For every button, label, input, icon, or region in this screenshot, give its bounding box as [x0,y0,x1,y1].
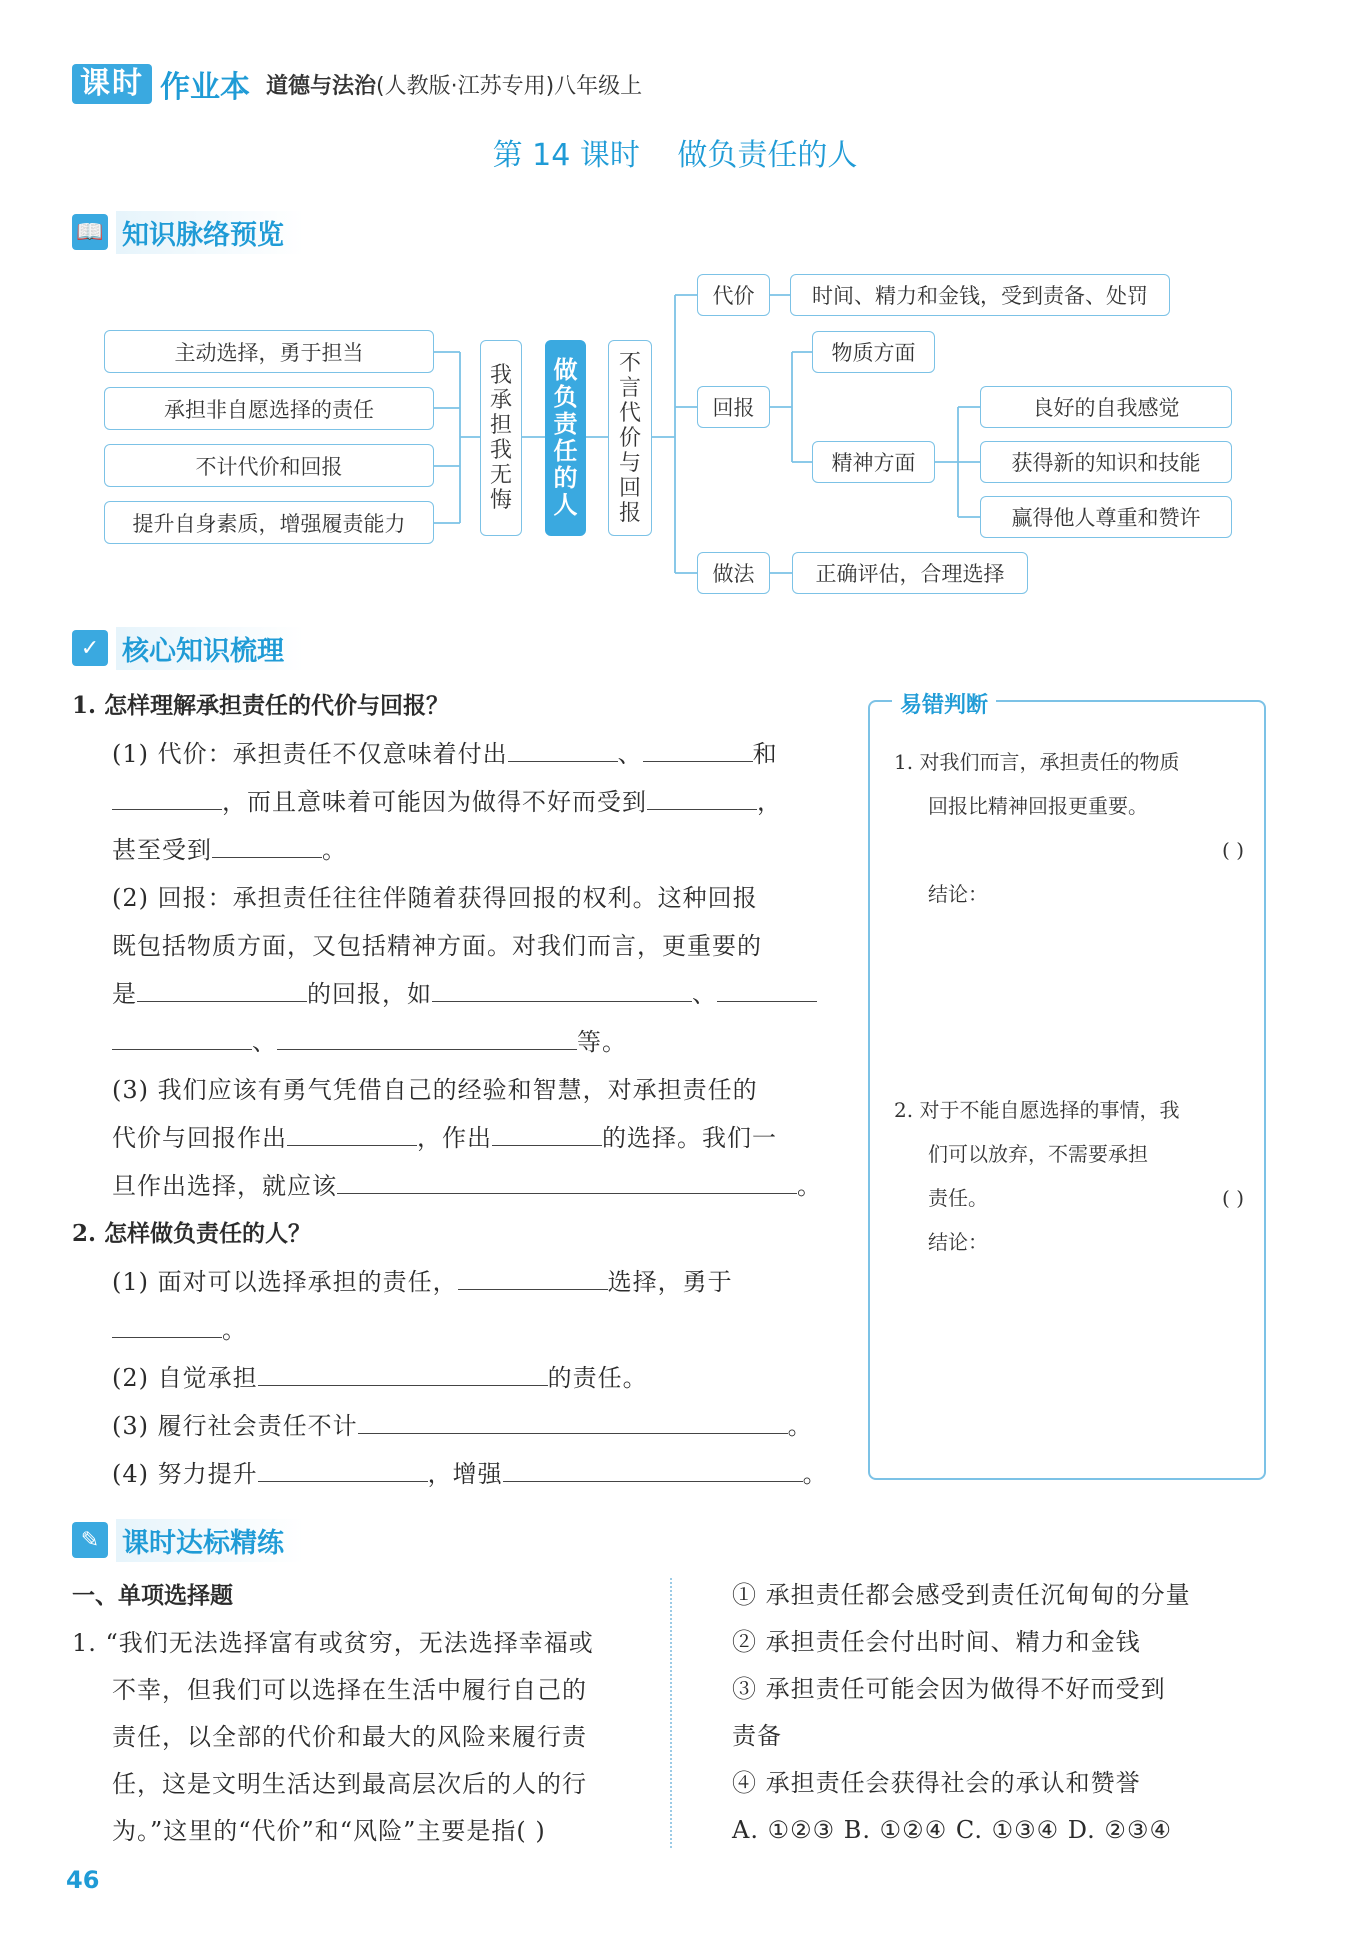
lesson-number: 第 14 课时 [492,138,640,173]
text-line: 。 [72,1306,832,1354]
mindmap-vbox-left: 我承担 我无悔 [480,340,522,536]
answer-blank[interactable] [492,1117,602,1146]
question-heading: 1. 怎样理解承担责任的代价与回报？ [72,692,450,719]
spiritual-item: 良好的自我感觉 [980,386,1232,428]
branch-cost-detail: 时间、精力和金钱，受到责备、处罚 [790,274,1170,316]
side-item-1: 1. 对我们而言，承担责任的物质 回报比精神回报更重要。 ( ) 结论： [894,740,1244,916]
text-line: 代价与回报作出 ，作出 的选择。我们一 [72,1114,832,1162]
section-title: 核心知识梳理 [116,627,304,670]
branch-method-detail: 正确评估，合理选择 [792,552,1028,594]
brand-logo: 课时 [72,64,152,104]
book-icon: 📖 [72,214,108,250]
section-practice-header [72,1520,304,1560]
answer-blank[interactable] [508,733,618,762]
answer-blank[interactable] [503,1453,803,1482]
text-line: (1) 代价：承担责任不仅意味着付出 、 和 [72,730,832,778]
answer-paren[interactable]: ( ) [1222,1186,1244,1210]
spiritual-item: 赢得他人尊重和赞许 [980,496,1232,538]
core-content [72,682,832,1498]
answer-blank[interactable] [112,1021,252,1050]
section-core-header [72,628,304,668]
answer-blank[interactable] [258,1453,428,1482]
answer-blank[interactable] [112,1309,222,1338]
side-item-2: 2. 对于不能自愿选择的事情，我 们可以放弃，不需要承担 责任。 ( ) 结论： [894,1088,1244,1264]
column-divider [670,1578,672,1848]
option-item: 责备 [732,1722,782,1750]
text-line: 既包括物质方面，又包括精神方面。对我们而言，更重要的 [112,932,762,960]
text-line: (2) 回报：承担责任往往伴随着获得回报的权利。这种回报 [112,884,758,912]
text-line: 旦作出选择，就应该 。 [72,1162,832,1210]
answer-blank[interactable] [287,1117,417,1146]
option-item: ④ 承担责任会获得社会的承认和赞誉 [732,1769,1141,1797]
branch-material: 物质方面 [812,331,935,373]
pencil-icon: ✎ [72,1522,108,1558]
text-line: (4) 努力提升 ，增强 。 [72,1450,832,1498]
subject-name: 道德与法治 [266,73,377,99]
mindmap-left-item: 承担非自愿选择的责任 [104,387,434,430]
answer-blank[interactable] [643,733,753,762]
text-line: (1) 面对可以选择承担的责任， 选择，勇于 [72,1258,832,1306]
mindmap-left-item: 主动选择，勇于担当 [104,330,434,373]
question-type: 一、单项选择题 [72,1582,233,1609]
answer-blank[interactable] [337,1165,797,1194]
text-line: (3) 履行社会责任不计 。 [72,1402,832,1450]
text-line: 、 等。 [72,1018,832,1066]
conclusion-label: 结论： [928,1230,988,1254]
text-line: 是 的回报，如 、 [72,970,832,1018]
answer-blank[interactable] [432,973,692,1002]
branch-cost: 代价 [697,274,770,316]
answer-blank[interactable] [258,1357,548,1386]
answer-blank[interactable] [358,1405,788,1434]
answer-blank[interactable] [277,1021,577,1050]
branch-method: 做法 [697,552,770,594]
question-heading: 2. 怎样做负责任的人？ [72,1220,312,1247]
answer-blank[interactable] [458,1261,608,1290]
mindmap-vbox-right: 不言代价与回报 [608,340,652,536]
side-panel-title: 易错判断 [892,688,996,719]
brand-name: 作业本 [160,70,250,105]
branch-reward: 回报 [697,386,770,428]
section-title: 知识脉络预览 [116,211,304,254]
section-title: 课时达标精练 [116,1519,304,1562]
option-item: ③ 承担责任可能会因为做得不好而受到 [732,1675,1166,1703]
answer-paren[interactable]: ( ) [1222,838,1244,862]
practice-question: 一、单项选择题 1. “我们无法选择富有或贫穷，无法选择幸福或 不幸，但我们可以选择在生活中履行自己的 责任，以全部的代价和最大的风险来履行责 任，这是文明生活达到最高层次后的人的行 为。”这里的“代价”和“风险”主要是指( ) [72,1572,662,1855]
answer-blank[interactable] [112,781,222,810]
edition-label: (人教版·江苏专用)八年级上 [376,73,643,99]
practice-options [732,1572,1292,1854]
mindmap-left-item: 提升自身素质，增强履责能力 [104,501,434,544]
text-line: (3) 我们应该有勇气凭借自己的经验和智慧，对承担责任的 [112,1076,758,1104]
answer-choices[interactable]: A. ①②③ B. ①②④ C. ①③④ D. ②③④ [732,1816,1172,1844]
answer-blank[interactable] [137,973,307,1002]
answer-blank[interactable] [647,781,757,810]
page-number: 46 [66,1866,100,1894]
answer-blank[interactable] [212,829,322,858]
lesson-name: 做负责任的人 [677,138,858,173]
text-line: 甚至受到 。 [72,826,832,874]
option-item: ② 承担责任会付出时间、精力和金钱 [732,1628,1141,1656]
mindmap-center: 做负责任的人 [545,340,586,536]
answer-blank[interactable] [717,973,817,1002]
text-line: ，而且意味着可能因为做得不好而受到 ， [72,778,832,826]
mindmap-left-item: 不计代价和回报 [104,444,434,487]
branch-spiritual: 精神方面 [812,441,935,483]
conclusion-label: 结论： [928,882,988,906]
text-line: (2) 自觉承担 的责任。 [72,1354,832,1402]
spiritual-item: 获得新的知识和技能 [980,441,1232,483]
checkbox-icon: ✓ [72,630,108,666]
option-item: ① 承担责任都会感受到责任沉甸甸的分量 [732,1581,1191,1609]
